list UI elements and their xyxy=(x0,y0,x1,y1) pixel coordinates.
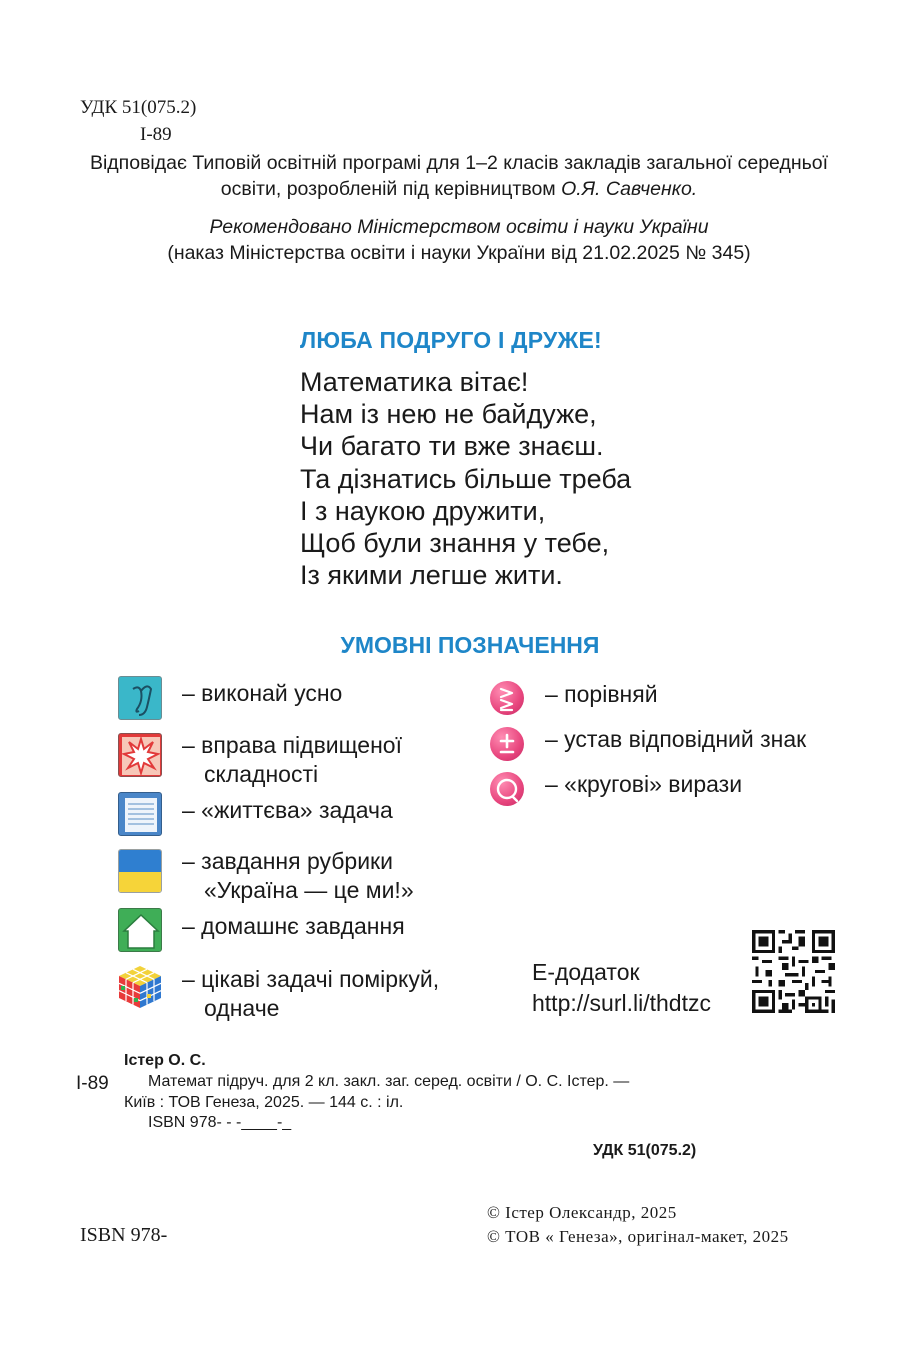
bib-code: І-89 xyxy=(76,1073,109,1094)
oral-task-icon xyxy=(118,676,162,720)
conformity-text: Відповідає Типовій освітній програмі для 1–2 класів закладів загальної середньої освіти, розробленій під керівництвом xyxy=(89,152,829,200)
qr-code-icon[interactable] xyxy=(752,930,835,1013)
poem-line: Нам із нею не байдуже, xyxy=(300,399,597,430)
greeting-title: ЛЮБА ПОДРУГО І ДРУЖЕ! xyxy=(300,327,602,353)
recommendation xyxy=(60,214,858,266)
legend-ukraine-label xyxy=(182,847,414,905)
plus-minus-icon xyxy=(490,727,524,761)
legend-difficulty-line2: складності xyxy=(204,761,319,787)
poem-line: І з наукою дружити, xyxy=(300,495,546,526)
legend-ukraine-line2: «Україна — це ми!» xyxy=(204,877,414,903)
poem-line: Із якими легше жити. xyxy=(300,560,563,591)
difficulty-star-icon xyxy=(118,733,162,777)
legend-puzzle-label xyxy=(182,965,439,1023)
circular-icon xyxy=(490,772,524,806)
house-icon xyxy=(118,908,162,952)
rubik-cube-icon xyxy=(117,964,163,1010)
bib-udk: УДК 51(075.2) xyxy=(593,1142,697,1159)
bib-author: Істер О. С. xyxy=(124,1052,206,1069)
legend-puzzle-line2: одначе xyxy=(204,995,280,1021)
legend-oral-label: – виконай усно xyxy=(182,680,343,706)
conformity-statement xyxy=(60,150,858,202)
poem-line: Чи багато ти вже знаєш. xyxy=(300,431,604,462)
legend-puzzle-line1: – цікаві задачі поміркуй, xyxy=(182,966,440,992)
poem xyxy=(300,366,631,591)
compare-icon xyxy=(490,681,524,715)
e-supplement-label: Е-додаток xyxy=(532,959,640,985)
udk-header xyxy=(80,94,196,148)
notebook-icon xyxy=(118,792,162,836)
e-supplement-url[interactable]: http://surl.li/thdtzc xyxy=(532,990,711,1016)
bib-line: ISBN 978- - -____-_ xyxy=(148,1114,292,1131)
legend-compare-label: – порівняй xyxy=(545,681,658,707)
e-supplement xyxy=(532,957,711,1019)
legend-life-task-label: – «життєва» задача xyxy=(182,797,393,823)
poem-line: Та дізнатись більше треба xyxy=(300,463,632,494)
copyright-author: © Істер Олександр, 2025 xyxy=(487,1203,677,1222)
poem-line: Щоб були знання у тебе, xyxy=(300,528,610,559)
isbn: ISBN 978- xyxy=(80,1224,168,1246)
conformity-author: О.Я. Савченко. xyxy=(561,178,698,200)
recommendation-line2: (наказ Міністерства освіти і науки України від 21.02.2025 № 345) xyxy=(167,242,751,264)
copyright-publisher: © ТОВ « Генеза», оригінал-макет, 2025 xyxy=(487,1227,789,1246)
bib-line: Київ : ТОВ Генеза, 2025. — 144 с. : іл. xyxy=(124,1094,404,1111)
legend-homework-label: – домашнє завдання xyxy=(182,913,405,939)
legend-ukraine-line1: – завдання рубрики xyxy=(182,848,393,874)
legend-difficulty-label xyxy=(182,731,402,789)
poem-line: Математика вітає! xyxy=(300,367,529,397)
ukraine-flag-icon xyxy=(118,849,162,893)
legend-difficulty-line1: – вправа підвищеної xyxy=(182,732,402,758)
legend-sign-label: – устав відповідний знак xyxy=(545,726,807,752)
recommendation-line1: Рекомендовано Міністерством освіти і науки України xyxy=(209,216,709,238)
legend-title: УМОВНІ ПОЗНАЧЕННЯ xyxy=(340,632,600,658)
legend-circular-label: – «кругові» вирази xyxy=(545,771,743,797)
udk-code: УДК 51(075.2) xyxy=(80,97,197,118)
bib-line: Математ підруч. для 2 кл. закл. заг. серед. освіти / О. С. Істер. — xyxy=(148,1073,630,1090)
catalog-index: І-89 xyxy=(140,124,172,145)
